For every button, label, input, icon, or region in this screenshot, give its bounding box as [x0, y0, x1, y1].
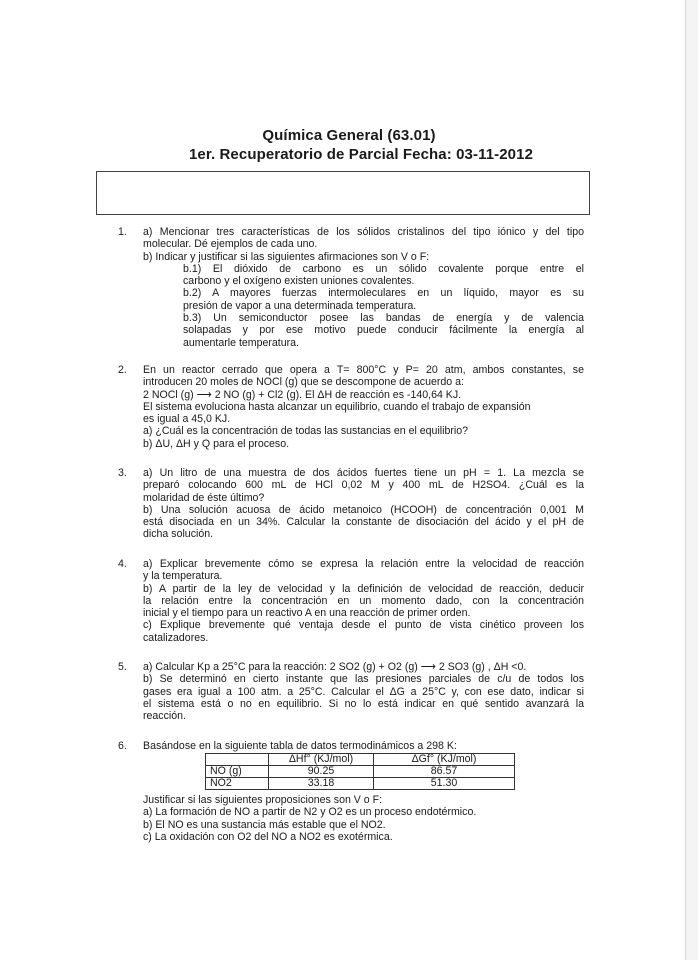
table-cell: 33.18 — [269, 778, 374, 790]
question-line: b) Se determinó en cierto instante que las presiones parciales de c/u de todos los — [143, 673, 584, 686]
question-line: b) A partir de la ley de velocidad y la definición de velocidad de reacción, deducir — [143, 582, 584, 595]
table-cell: NO (g) — [206, 766, 269, 778]
question-6 — [118, 740, 584, 846]
table-cell: NO2 — [206, 778, 269, 790]
question-line: a) La formación de NO a partir de N2 y O2 es un proceso endotérmico. — [143, 806, 477, 819]
question-line: Basándose en la siguiente tabla de datos termodinámicos a 298 K: — [143, 740, 457, 752]
question-line: presión de vapor a una determinada temperatura. — [183, 299, 417, 312]
thermo-data-table — [205, 753, 515, 790]
table-header-cell: ΔHf° (KJ/mol) — [269, 754, 374, 766]
question-number: 5. — [118, 661, 127, 673]
question-6-statements — [143, 794, 584, 843]
question-line: a) Explicar brevemente cómo se expresa la relación entre la velocidad de reacción — [143, 558, 584, 570]
question-line: b.1) El dióxido de carbono es un sólido covalente porque entre el — [183, 262, 584, 275]
question-3 — [118, 467, 584, 541]
question-number: 4. — [118, 558, 127, 570]
question-line: inicial y el tiempo para un reactivo A en una reacción de primer orden. — [143, 607, 471, 620]
question-line: b) Una solución acuosa de ácido metanoico (HCOOH) de concentración 0,001 M — [143, 503, 584, 516]
question-line: b) Indicar y justificar si las siguientes afirmaciones son V o F: — [143, 250, 430, 263]
question-line: introducen 20 moles de NOCl (g) que se descompone de acuerdo a: — [143, 376, 464, 389]
question-number: 2. — [118, 364, 127, 376]
question-line: b) El NO es una sustancia más estable que el NO2. — [143, 818, 386, 831]
table-header-row — [206, 754, 515, 766]
question-line: carbono y el oxígeno existen uniones covalentes. — [183, 275, 415, 288]
question-line: a) Un litro de una muestra de dos ácidos fuertes tiene un pH = 1. La mezcla se — [143, 467, 584, 479]
course-title: Química General (63.01) — [262, 127, 436, 144]
question-line: solapadas y por ese motivo puede conducir fácilmente la energía al — [183, 324, 584, 337]
question-line: a) Mencionar tres características de los sólidos cristalinos del tipo iónico y del tipo — [143, 226, 584, 238]
question-line: b.3) Un semiconductor posee las bandas de energía y de valencia — [183, 312, 584, 325]
table-cell: 51.30 — [374, 778, 515, 790]
question-line: c) Explique brevemente qué ventaja desde el punto de vista cinético proveen los — [143, 619, 584, 632]
question-line: reacción. — [143, 710, 186, 723]
question-line: el sistema está o no en equilibrio. Si no lo está indicar en qué sentido avanzará la — [143, 697, 584, 710]
question-line: El sistema evoluciona hasta alcanzar un equilibrio, cuando el trabajo de expansión — [143, 400, 531, 413]
student-name-box[interactable] — [96, 171, 590, 215]
scan-edge-shadow — [686, 0, 698, 960]
question-line: Justificar si las siguientes proposiciones son V o F: — [143, 794, 383, 806]
table-cell: 86.57 — [374, 766, 515, 778]
question-line: b.2) A mayores fuerzas intermoleculares en un líquido, mayor es su — [183, 287, 584, 300]
table-header-cell: ΔGf° (KJ/mol) — [374, 754, 515, 766]
question-line: está disociada en un 34%. Calcular la constante de disociación del ácido y el pH de — [143, 516, 584, 529]
table-cell: 90.25 — [269, 766, 374, 778]
question-line: gases era igual a 100 atm. a 25°C. Calcular el ΔG a 25°C y, con ese dato, indicar si — [143, 685, 584, 698]
question-line: En un reactor cerrado que opera a T= 800°C y P= 20 atm, ambos constantes, se — [143, 364, 584, 376]
question-number: 3. — [118, 467, 127, 479]
question-number: 1. — [118, 226, 127, 238]
question-line: la relación entre la concentración en un momento dado, con la concentración — [143, 594, 584, 607]
question-line: c) La oxidación con O2 del NO a NO2 es exotérmica. — [143, 830, 393, 843]
question-line: es igual a 45,0 KJ. — [143, 413, 231, 426]
question-line: molecular. Dé ejemplos de cada uno. — [143, 238, 318, 251]
scan-edge-line — [685, 0, 686, 960]
table-row — [206, 778, 515, 790]
question-line: dicha solución. — [143, 528, 214, 541]
question-line: preparó colocando 600 mL de HCl 0,02 M y 400 mL de H2SO4. ¿Cuál es la — [143, 479, 584, 492]
question-2 — [118, 364, 584, 450]
question-line: b) ΔU, ΔH y Q para el proceso. — [143, 437, 290, 450]
question-5 — [118, 661, 584, 723]
question-line: a) ¿Cuál es la concentración de todas las sustancias en el equilibrio? — [143, 425, 469, 438]
question-line: catalizadores. — [143, 631, 209, 644]
table-row — [206, 766, 515, 778]
question-line: y la temperatura. — [143, 570, 223, 583]
question-line: a) Calcular Kp a 25°C para la reacción: 2 SO2 (g) + O2 (g) ⟶ 2 SO3 (g) , ΔH <0. — [143, 661, 527, 673]
question-4 — [118, 558, 584, 644]
question-number: 6. — [118, 740, 127, 752]
table-header-cell — [206, 754, 269, 766]
question-line: 2 NOCl (g) ⟶ 2 NO (g) + Cl2 (g). El ΔH de reacción es -140,64 KJ. — [143, 388, 462, 401]
exam-title: 1er. Recuperatorio de Parcial Fecha: 03-11-2012 — [188, 146, 534, 163]
question-line: molaridad de éste último? — [143, 491, 265, 504]
question-1 — [118, 226, 584, 349]
question-line: aumentarle temperatura. — [183, 336, 300, 349]
